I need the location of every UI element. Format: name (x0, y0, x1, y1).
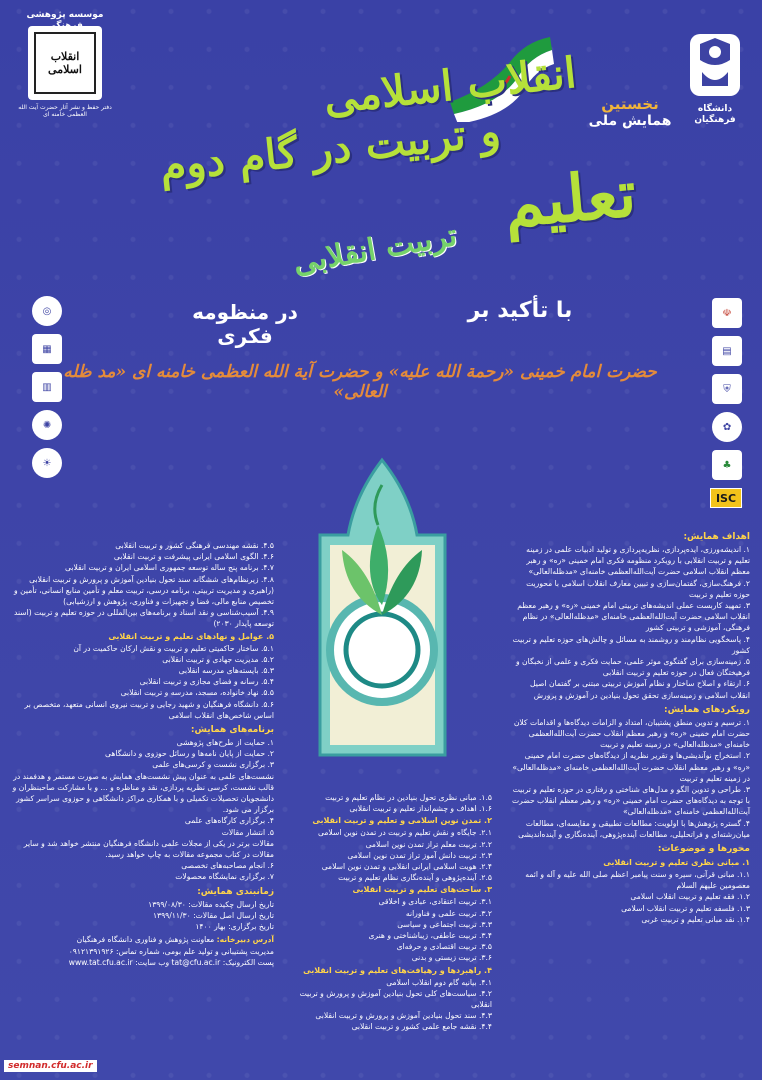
axis-item: ۱.۳. فلسفه تعلیم و تربیت انقلاب اسلامی (621, 903, 750, 913)
names-line: حضرت امام خمینی «رحمة الله علیه» و حضرت آیة الله العظمی خامنه ای «مد ظله العالی» (63, 362, 657, 402)
axis-item: ۲.۲. تربیت معلم تراز تمدن نوین اسلامی (365, 839, 492, 849)
axis-item: ۱.۴. نقد مبانی تعلیم و تربیت غربی (641, 914, 750, 924)
subtitle-highlight: تربیت انقلابی (290, 217, 460, 282)
axis-item: ۲.۳. تربیت دانش آموز تراز تمدن نوین اسلامی (347, 850, 492, 860)
event-type: همایش ملی (588, 113, 672, 129)
axis-item: ۵.۴. رسانه و فضای مجازی و تربیت انقلابی (139, 677, 274, 687)
axis-item: ۱.۲. فقه تعلیم و تربیت انقلاب اسلامی (630, 892, 750, 902)
book-stack-icon: ▤ (712, 336, 742, 366)
right-logos (706, 298, 742, 508)
goal-item: ۲. فرهنگ‌سازی، گفتمان‌سازی و تبیین معارف انقلاب اسلامی با محوریت حوزه تعلیم و تربیت (526, 578, 750, 599)
axis-item: ۲.۴. هویت اسلامی ایرانی انقلابی و تمدن نوین اسلامی (321, 862, 492, 872)
axis4-heading: ۴. راهبردها و رهیافت‌های تعلیم و تربیت انقلابی (303, 965, 492, 975)
axis-item: ۵.۳. بایسته‌های مدرسه انقلابی (178, 666, 274, 676)
program-item: ۷. برگزاری نمایشگاه محصولات (175, 872, 274, 882)
axis-item: ۴.۳. سند تحول بنیادین آموزش و پرورش و تربیت انقلابی (315, 1011, 492, 1021)
program-item: نشست‌های علمی به عنوان پیش نشست‌های همایش به صورت مستمر و هدفمند در قالب نشست، کرسی نظریه پردازی، نقد و مناظره و ... و با مشارکت صاحبنظران و دانشجویان تحصیلات تکمیلی و با همکاری مراکز دانشگاهی و حوزوی سراسر کشور برگزار می شود. (12, 771, 274, 815)
university-logo-block (680, 30, 750, 125)
institute-logo (28, 26, 102, 100)
program-item: ۴. برگزاری کارگاه‌های علمی (184, 816, 274, 826)
axis-item: ۴.۸. زیرنظام‌های ششگانه سند تحول بنیادین آموزش و پرورش و تربیت انقلابی (راهبری و مدیریت تربیتی، برنامه درسی، تربیت معلم و تأمین منابع انسانی، تأمین و تخصیص منابع مالی، فضا و تجهیزات و فناوری، پژوهش و ارزشیابی) (14, 574, 274, 607)
goal-item: ۴. پاسخگویی نظام‌مند و روشمند به مسائل و چالش‌های حوزه تعلیم و تربیت کشور (512, 634, 750, 655)
timeline-item: تاریخ ارسال چکیده مقالات: ۱۳۹۹/۰۸/۳۰ (148, 899, 274, 909)
programs-heading: برنامه‌های همایش: (190, 725, 274, 736)
axis2-heading: ۲. تمدن نوین اسلامی و تعلیم و تربیت انقلابی (312, 816, 492, 826)
axis-item: ۲.۱. جایگاه و نقش تعلیم و تربیت در تمدن نوین اسلامی (318, 828, 492, 838)
goals-heading: اهداف همایش: (683, 532, 750, 542)
program-item: ۶. انجام مصاحبه‌های تخصصی (181, 861, 274, 871)
goal-item: ۱. اندیشه‌ورزی، ایده‌پردازی، نظریه‌پردازی و تولید ادبیات علمی در زمینه تعلیم و تربیت انقلابی با رویکرد منظومه فکری امام خمینی «ره» و رهبر معظم انقلاب اسلامی حضرت آیت‌الله‌العظمی خامنه‌ای «مدظله‌العالی» (526, 545, 750, 577)
timeline-item: تاریخ برگزاری: بهار ۱۴۰۰ (195, 922, 274, 932)
institute-logo-block (10, 10, 120, 125)
subtitle-left: در منظومه فکری (192, 300, 298, 348)
axis-item: ۵.۲. مدیریت جهادی و تربیت انقلابی (162, 654, 274, 664)
university-emblem-icon (680, 30, 750, 100)
axis-item: ۴.۶. الگوی اسلامی ایرانی پیشرفت و تربیت انقلابی (113, 552, 274, 562)
footer-url[interactable]: semnan.cfu.ac.ir (4, 1060, 97, 1072)
rosette-logo-icon: ✿ (712, 412, 742, 442)
axis-item: ۴.۷. برنامه پنج ساله توسعه جمهوری اسلامی ایران و تربیت انقلابی (65, 563, 274, 573)
right-column (510, 530, 750, 925)
address-line: مدیریت پشتیبانی و تولید علم بومی، شماره تماس: ۰۹۱۲۱۳۹۱۹۲۶ (68, 946, 274, 956)
axis-item: ۳.۲. تربیت علمی و فناورانه (405, 908, 492, 918)
title-line2: و تربیت در گام دوم (157, 106, 503, 191)
approach-item: ۴. گستره پژوهش‌ها با اولویت: مطالعات تطبیقی و مقایسه‌ای، مطالعات میان‌رشته‌ای و فراتحلیلی، مطالعات آینده‌پژوهی، آینده‌نگاری و آینده‌اندیشی (518, 818, 750, 839)
sun-logo-icon: ☀ (32, 448, 62, 478)
program-item: ۳. برگزاری نشست و کرسی‌های علمی (152, 760, 274, 770)
program-item: ۵. انتشار مقالات (221, 827, 274, 837)
axis-item: ۵.۵. نهاد خانواده، مسجد، مدرسه و تربیت انقلابی (120, 688, 274, 698)
institute-caption: دفتر حفظ و نشر آثار حضرت آیت الله العظمی خامنه ای (18, 104, 112, 119)
emblem-logo-icon: ✺ (32, 410, 62, 440)
timeline-heading: زمانبندی همایش: (197, 886, 274, 897)
left-logos (26, 296, 62, 478)
goal-item: ۵. زمینه‌سازی برای گفتگوی موثر علمی، حمایت فکری و علمی از نخبگان و فرهیختگان فعال در حوزه تعلیم و تربیت انقلابی (515, 657, 750, 678)
title-line1: انقلاب اسلامی (321, 47, 579, 124)
goal-item: ۳. تمهید کاربست عملی اندیشه‌های تربیتی امام خمینی «ره» و رهبر معظم انقلاب اسلامی حضرت آیت‌الله‌العظمی خامنه‌ای «مدظله‌العالی» در نظام فرهنگی، آموزشی و تربیتی کشور (517, 601, 750, 633)
axis-item: ۴.۱. بیانیه گام دوم انقلاب اسلامی (386, 977, 492, 987)
axis5-heading: ۵. عوامل و نهادهای تعلیم و تربیت انقلابی (108, 631, 274, 641)
event-label (580, 95, 680, 129)
timeline-item: تاریخ ارسال اصل مقالات: ۱۳۹۹/۱۱/۳۰ (152, 910, 274, 920)
shield-logo-icon: ⛨ (712, 374, 742, 404)
axis-item: ۱.۶. اهداف و چشم‌انداز تعلیم و تربیت انقلابی (349, 804, 492, 814)
axis-item: ۳.۱. تربیت اعتقادی، عبادی و اخلاقی (378, 897, 492, 907)
subtitle-right: با تأکید بر (467, 298, 573, 323)
iran-emblem-icon: ☫ (712, 298, 742, 328)
isc-logo: ISC (710, 488, 742, 508)
goal-item: ۶. ارتقاء و اصلاح ساختار و نظام آموزش تربیتی مبتنی بر گفتمان اصیل انقلاب اسلامی و زمینه‌سازی تحقق تحول بنیادین در آموزش و پرورش (530, 679, 750, 700)
program-item: ۱. حمایت از طرح‌های پژوهشی (176, 738, 274, 748)
axis-item: ۳.۴. تربیت عاطفی، زیباشناختی و هنری (368, 931, 492, 941)
axis-item: ۱.۵. مبانی نظری تحول بنیادین در نظام تعلیم و تربیت (325, 793, 492, 802)
program-item: مقالات برتر در یکی از مجلات علمی دانشگاه فرهنگیان منتشر خواهد شد و سایر مقالات در کتاب مجموعه مقالات به چاپ خواهد رسید. (23, 838, 274, 860)
axis3-heading: ۳. ساحت‌های تعلیم و تربیت انقلابی (352, 885, 492, 895)
axis-item: ۳.۵. تربیت اقتصادی و حرفه‌ای (396, 942, 492, 952)
axis-item: ۴.۹. آسیب‌شناسی و نقد اسناد و برنامه‌های بین‌المللی در حوزه تعلیم و تربیت (اسند توسعه پایدار ۲۰۳۰) (14, 608, 274, 629)
axis-item: ۳.۶. تربیت زیستی و بدنی (411, 953, 492, 963)
axis-item: ۲.۵. آینده‌پژوهی و آینده‌نگاری نظام تعلیم و تربیت (338, 873, 492, 883)
title-line3: تعلیم (501, 156, 639, 243)
address-line: پست الکترونیک: tat@cfu.ac.ir وب سایت: www.tat.cfu.ac.ir (68, 957, 274, 967)
approach-item: ۲. استخراج نوآندیشی‌ها و تقریر نظریه از دیدگاه‌های حضرت امام خمینی «ره» و رهبر معظم انقلاب حضرت آیت‌الله‌العظمی خامنه‌ای «مدظله‌العالی» در زمینه تعلیم و تربیت (512, 751, 750, 783)
event-first: نخستین (601, 95, 659, 113)
axis-item: ۱.۱. مبانی قرآنی، سیره و سنت پیامبر اعظم صلی الله علیه و آله و ائمه معصومین علیهم السلام (525, 870, 750, 891)
approach-item: ۱. ترسیم و تدوین منطق پشتیبان، امتداد و الزامات دیدگاه‌ها و اقدامات کلان حضرت امام خمینی «ره» و رهبر معظم انقلاب حضرت آیت‌الله‌العظمی خامنه‌ای «مدظله‌العالی» در زمینه تعلیم و تربیت (513, 717, 750, 750)
axis-item: ۴.۲. سیاست‌های کلی تحول بنیادین آموزش و پرورش و تربیت انقلابی (299, 988, 492, 1010)
program-item: ۲. حمایت از پایان نامه‌ها و رسائل حوزوی و دانشگاهی (105, 749, 274, 759)
leaf-emblem-icon (300, 455, 465, 785)
address-text: معاونت پژوهش و فناوری دانشگاه فرهنگیان (76, 935, 215, 945)
approaches-heading: رویکردهای همایش: (664, 704, 750, 715)
axis1-heading: ۱. مبانی نظری تعلیم و تربیت انقلابی (603, 858, 750, 868)
university-seal-icon: ◎ (32, 296, 62, 326)
axis-item: ۴.۴. نقشه جامع علمی کشور و تربیت انقلابی (351, 1022, 492, 1032)
institute-logo-text: انقلاب اسلامی (34, 32, 96, 94)
axis-item: ۳.۳. تربیت اجتماعی و سیاسی (397, 919, 492, 929)
axis-item: ۵.۶. دانشگاه فرهنگیان و شهید رجایی و تربیت نیروی انسانی متعهد، متخصص بر اساس شاخص‌های انقلاب اسلامی (24, 699, 274, 720)
book-logo-icon: ▥ (32, 372, 62, 402)
left-column (12, 540, 274, 968)
university-name: دانشگاه فرهنگیان (694, 104, 736, 125)
building-logo-icon: ▦ (32, 334, 62, 364)
address-heading: آدرس دبیرخانه: (216, 935, 274, 945)
middle-column (282, 792, 492, 1033)
axes-heading: محورها و موضوعات: (657, 844, 750, 855)
central-emblem (300, 455, 465, 785)
address-block (12, 934, 274, 945)
tree-logo-icon: ♣ (712, 450, 742, 480)
approach-item: ۳. طراحی و تدوین الگو و مدل‌های شناختی و رفتاری در حوزه تعلیم و تربیت با توجه به دیدگاه‌های حضرت امام خمینی «ره» و رهبر معظم انقلاب حضرت آیت‌الله‌العظمی خامنه‌ای «مدظله‌العالی» (512, 785, 750, 817)
axis-item: ۵.۱. ساختار حاکمیتی تعلیم و تربیت و نقش ارکان حاکمیت در آن (73, 643, 274, 653)
axis-item: ۴.۵. نقشه مهندسی فرهنگی کشور و تربیت انقلابی (115, 541, 274, 550)
institute-name: موسسه پژوهشی (26, 10, 104, 20)
